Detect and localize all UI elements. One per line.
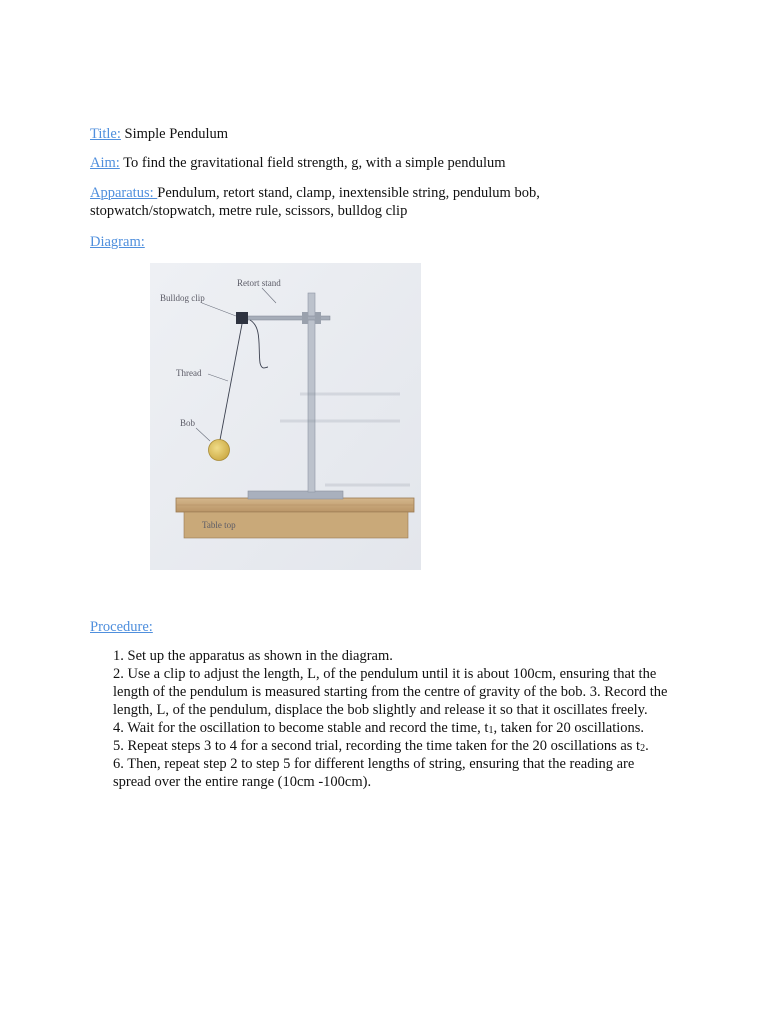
aim-label: Aim: xyxy=(90,155,120,171)
apparatus-value: Pendulum, retort stand, clamp, inextensible string, pendulum bob, stopwatch/stopwatch, metre rule, scissors, bulldog clip xyxy=(90,185,540,219)
step-5-subscript: 2 xyxy=(640,743,646,754)
step-4-subscript: 1 xyxy=(488,725,494,736)
step-5 xyxy=(113,737,673,755)
step-6: 6. Then, repeat step 2 to step 5 for different lengths of string, ensuring that the reading are spread over the entire range (10cm -100cm). xyxy=(113,756,635,790)
step-2-3: 2. Use a clip to adjust the length, L, of the pendulum until it is about 100cm, ensuring that the length of the pendulum is measured starting from the centre of gravity of the bob. 3. Record the length, L, of the pendulum, displace the bob slightly and release it so that it oscillates freely. xyxy=(113,666,668,718)
pendulum-diagram xyxy=(150,263,421,570)
step-1: 1. Set up the apparatus as shown in the diagram. xyxy=(113,648,393,664)
boss-head-left xyxy=(302,312,308,324)
boss-head-right xyxy=(315,312,321,324)
label-retort-stand: Retort stand xyxy=(237,278,281,288)
diagram-heading-row xyxy=(90,233,608,251)
stand-base xyxy=(248,491,343,499)
procedure-label: Procedure: xyxy=(90,619,153,635)
aim-value: To find the gravitational field strength, g, with a simple pendulum xyxy=(123,155,506,171)
procedure-heading-row xyxy=(90,618,608,636)
apparatus-label: Apparatus: xyxy=(90,185,158,201)
step-5-text: 5. Repeat steps 3 to 4 for a second trial, recording the time taken for the 20 oscillations as t xyxy=(113,738,641,754)
step-4-text: 4. Wait for the oscillation to become stable and record the time, t xyxy=(113,720,489,736)
step-4 xyxy=(113,719,673,737)
title-row xyxy=(90,125,608,143)
label-bulldog-clip: Bulldog clip xyxy=(160,293,205,303)
title-label: Title: xyxy=(90,126,121,142)
procedure-steps xyxy=(113,647,673,791)
title-value: Simple Pendulum xyxy=(124,126,229,142)
step-5-text-end: . xyxy=(645,738,649,754)
diagram-label: Diagram: xyxy=(90,234,145,250)
aim-row xyxy=(90,154,608,172)
label-thread: Thread xyxy=(176,368,202,378)
pendulum-diagram-svg xyxy=(150,263,421,570)
apparatus-row xyxy=(90,184,608,220)
table-top xyxy=(176,498,414,538)
label-bob: Bob xyxy=(180,418,196,428)
bulldog-clip xyxy=(236,312,248,324)
label-table-top: Table top xyxy=(202,520,236,530)
step-4-text-end: , taken for 20 oscillations. xyxy=(493,720,645,736)
pendulum-bob xyxy=(209,440,230,461)
